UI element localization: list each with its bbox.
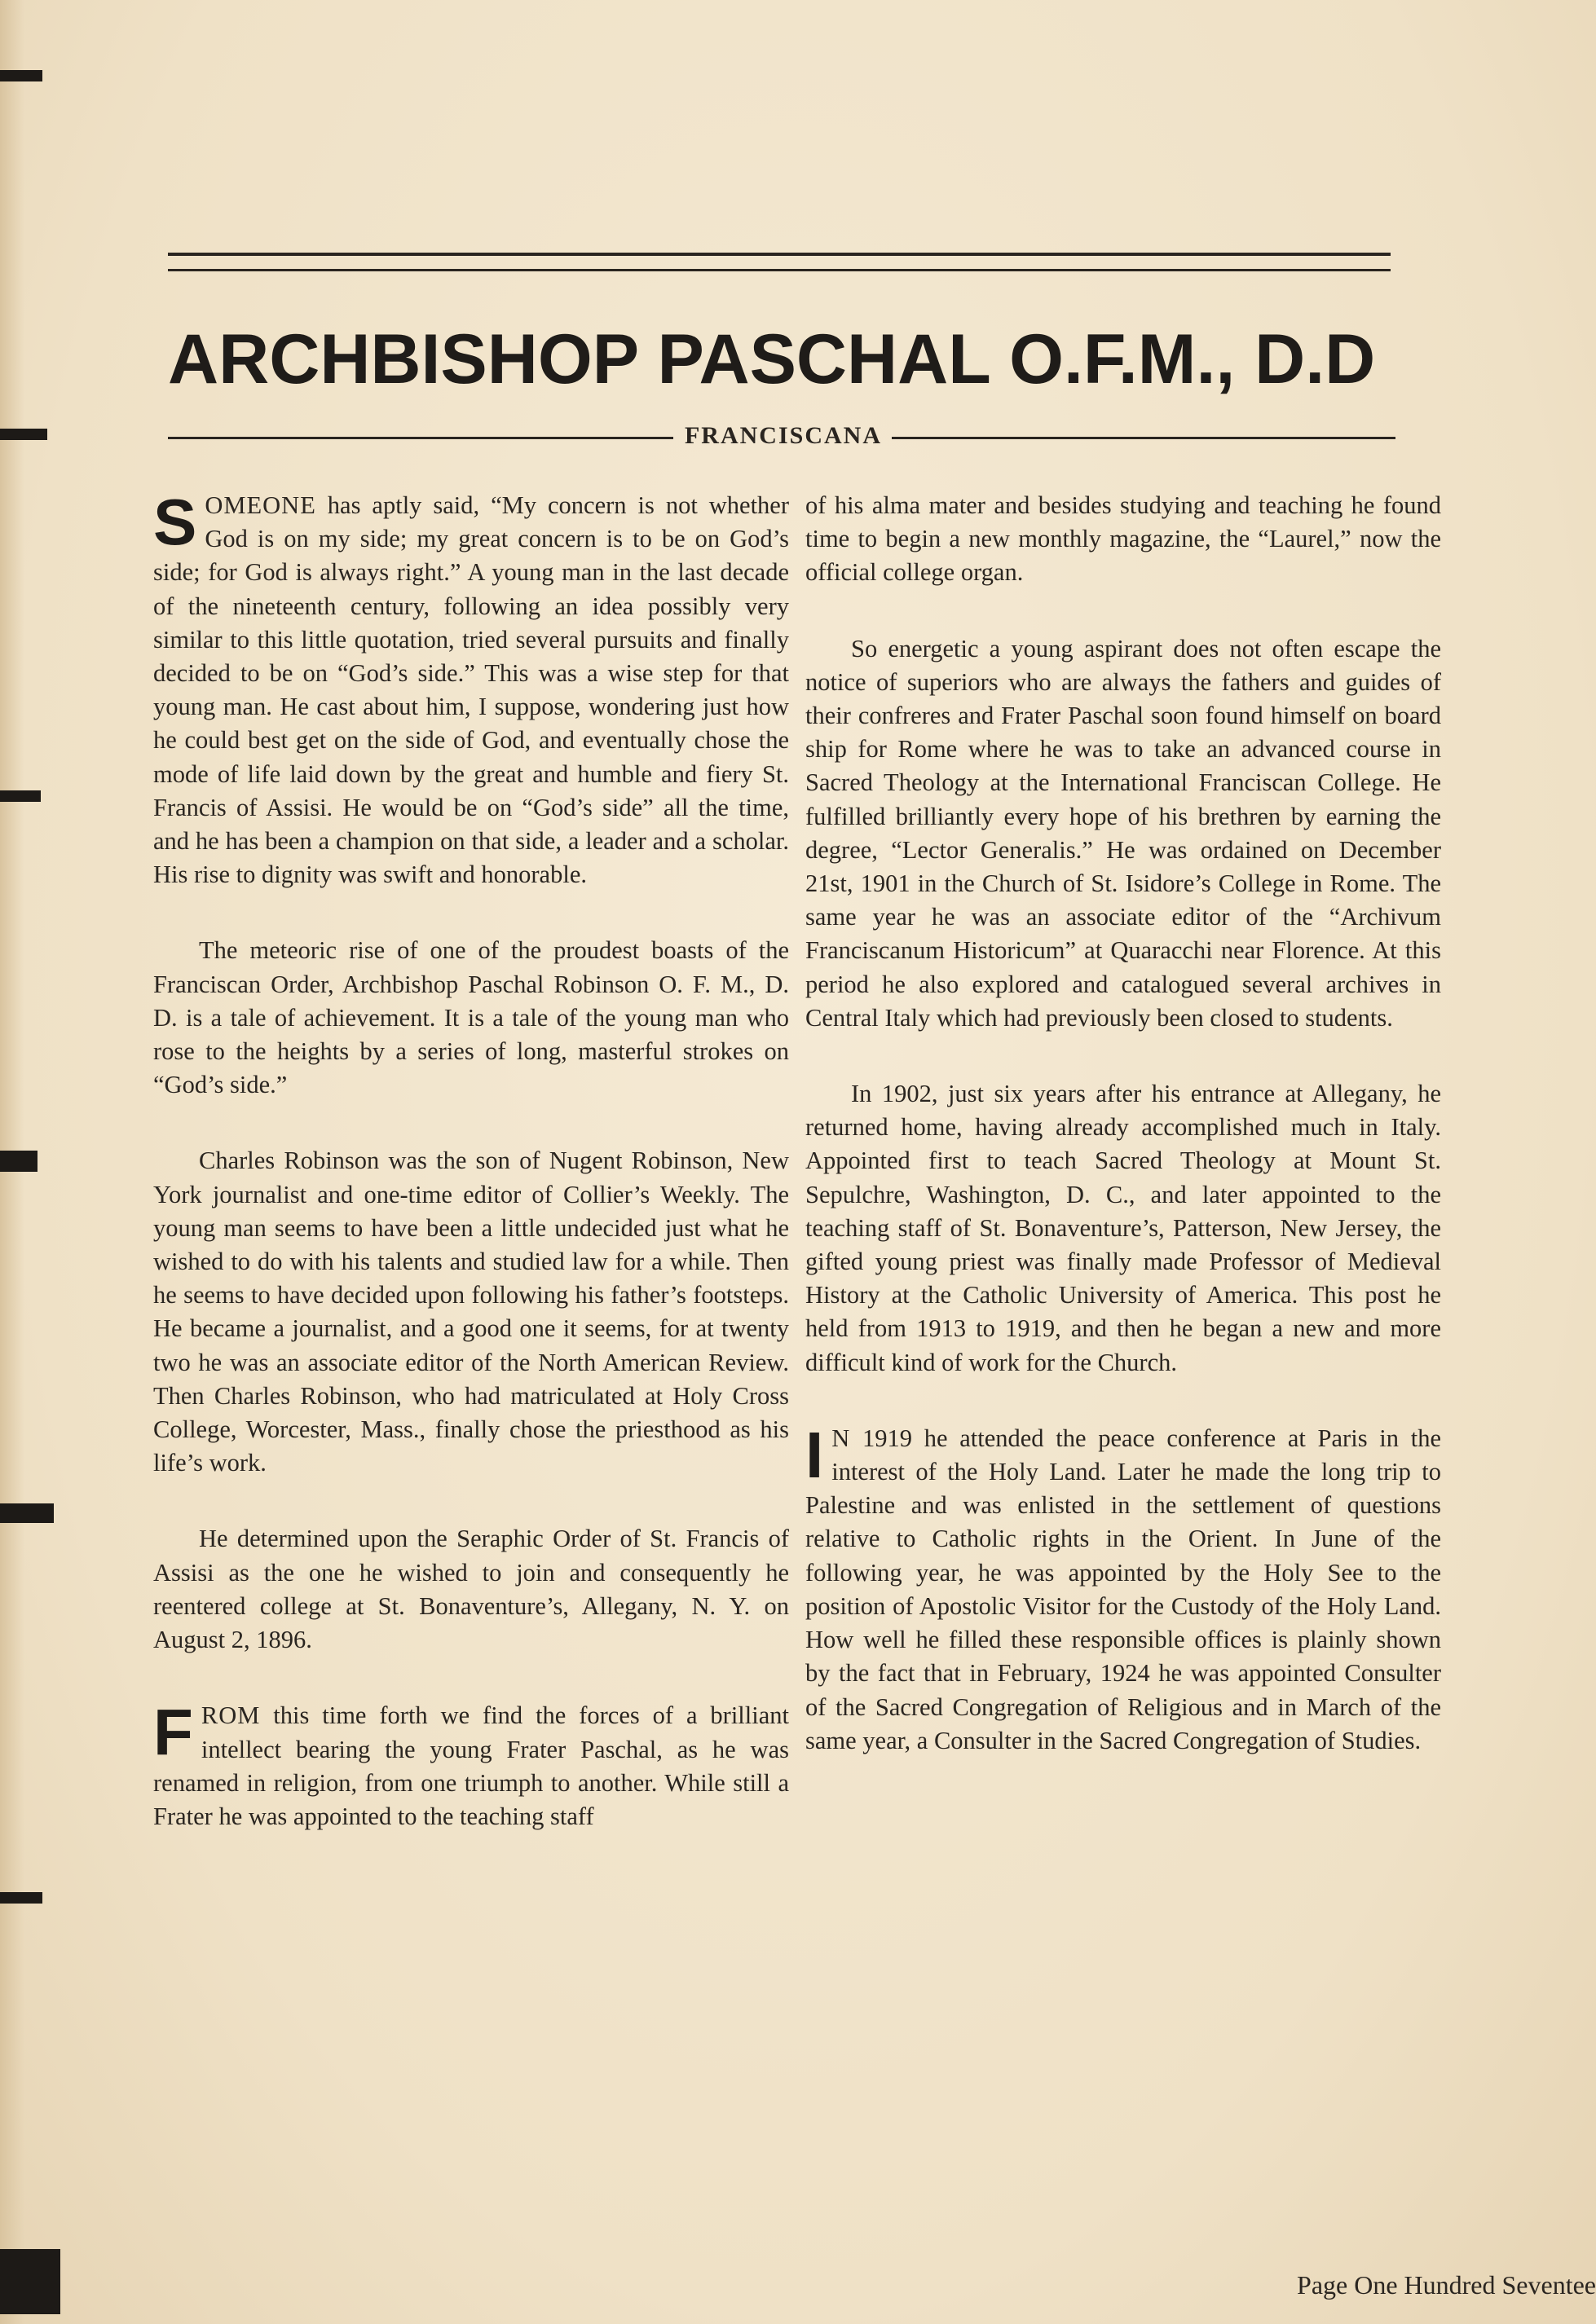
page-footer: Page One Hundred Seventee xyxy=(1297,2270,1596,2300)
byline: FRANCISCANA xyxy=(684,422,882,449)
paragraph: of his alma mater and besides studying and teaching he found time to begin a new monthly magazine, the “Laurel,” now the official college organ. xyxy=(805,491,1441,587)
paragraph: In 1902, just six years after his entrance at Allegany, he returned home, having already accomplished much in Italy. Appointed first to teach Sacred Theology at Mount St. Sepulchre, Washington, D. C., and later appointed to the teaching staff of St. Bonaventure’s, Patterson, New Jersey, the gifted young priest was finally made Professor of Medieval History at the Catholic University of America. This post he held from 1913 to 1919, and then he began a new and more difficult kind of work for the Church. xyxy=(805,1080,1441,1376)
binder-mark xyxy=(0,1503,54,1523)
paragraph-text: has aptly said, “My concern is not whether God is on my side; my great concern is to be on God’s side; for God is always right.” A young man in the last decade of the nineteenth century, following an idea possibly very similar to this little quotation, tried several pursuits and finally decided to be on “God’s side.” This was a wise step for that young man. He cast about him, I suppose, wondering just how he could best get on the side of God, and eventually chose the mode of life laid down by the great and humble and fiery St. Francis of Assisi. He would be on “God’s side” all the time, and he has been a champion on that side, a leader and a scholar. His rise to dignity was swift and honorable. xyxy=(153,491,789,889)
lead-in: OMEONE xyxy=(205,491,316,519)
binder-mark xyxy=(0,429,47,440)
paragraph xyxy=(805,1418,1441,1758)
binder-mark xyxy=(0,2249,60,2314)
byline-rule xyxy=(892,437,1395,439)
drop-cap: I xyxy=(805,1418,824,1491)
paragraph: The meteoric rise of one of the proudest boasts of the Franciscan Order, Archbishop Paschal Robinson O. F. M., D. D. is a tale of achievement. It is a tale of the young man who rose to the heights by a series of long, masterful strokes on “God’s side.” xyxy=(153,936,789,1099)
binder-mark xyxy=(0,1892,42,1904)
binder-mark xyxy=(0,70,42,81)
lead-in: N xyxy=(831,1424,851,1452)
right-column xyxy=(805,489,1441,1800)
drop-cap: S xyxy=(153,486,197,558)
paragraph xyxy=(153,486,789,891)
header-rule xyxy=(168,269,1391,271)
binder-mark xyxy=(0,1151,37,1172)
left-column xyxy=(153,486,789,1876)
byline-rule xyxy=(168,437,673,439)
paragraph xyxy=(153,1696,789,1833)
header-rule xyxy=(168,253,1391,256)
paragraph-text: this time forth we find the forces of a brilliant intellect bearing the young Frater Paschal, as he was renamed in religion, from one triumph to another. While still a Frater he was appointed to the teaching staff xyxy=(153,1701,789,1830)
paragraph-text: 1919 he attended the peace conference at Paris in the interest of the Holy Land. Later he made the long trip to Palestine and was enlisted in the settlement of questions relative to Catholic rights in the Orient. In June of the following year, he was appointed by the Holy See to the position of Apostolic Visitor for the Custody of the Holy Land. How well he filled these responsible offices is plainly shown by the fact that in February, 1924 he was appointed Consulter of the Sacred Congregation of Religious and in March of the same year, a Consulter in the Sacred Congregation of Studies. xyxy=(805,1424,1441,1754)
byline-row xyxy=(168,422,1395,451)
drop-cap: F xyxy=(153,1696,193,1769)
paragraph: So energetic a young aspirant does not often escape the notice of superiors who are always the fathers and guides of their confreres and Frater Paschal soon found himself on board ship for Rome where he was to take an advanced course in Sacred Theology at the International Franciscan College. He fulfilled brilliantly every hope of his brethren by earning the degree, “Lector Generalis.” He was ordained on December 21st, 1901 in the Church of St. Isidore’s College in Rome. The same year he was an associate editor of the “Archivum Franciscanum Historicum” at Quaracchi near Florence. At this period he also explored and catalogued several archives in Central Italy which had previously been closed to students. xyxy=(805,634,1441,1032)
article-title: ARCHBISHOP PASCHAL O.F.M., D.D xyxy=(168,320,1376,398)
paragraph: He determined upon the Seraphic Order of St. Francis of Assisi as the one he wished to join and consequently he reentered college at St. Bonaventure’s, Allegany, N. Y. on August 2, 1896. xyxy=(153,1525,789,1654)
binder-mark xyxy=(0,790,41,802)
lead-in: ROM xyxy=(201,1701,261,1730)
paragraph: Charles Robinson was the son of Nugent Robinson, New York journalist and one-time editor of Collier’s Weekly. The young man seems to have been a little undecided just what he wished to do with his talents and studied law for a while. Then he seems to have decided upon following his father’s footsteps. He became a journalist, and a good one it seems, for at twenty two he was an associate editor of the North American Review. Then Charles Robinson, who had matriculated at Holy Cross College, Worcester, Mass., finally chose the priesthood as his life’s work. xyxy=(153,1147,789,1477)
